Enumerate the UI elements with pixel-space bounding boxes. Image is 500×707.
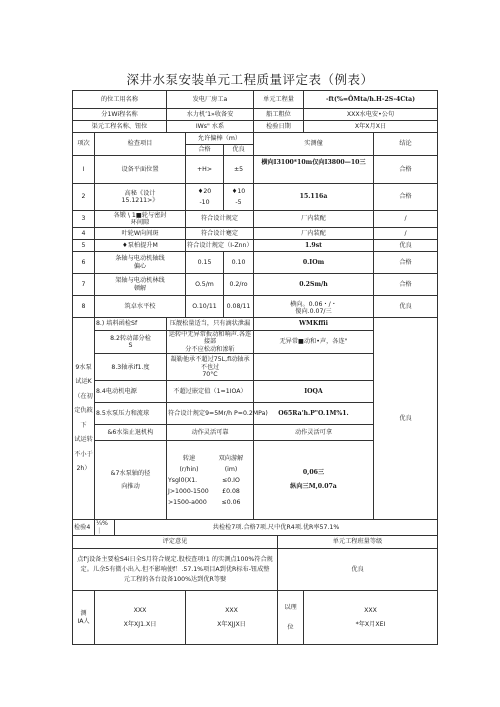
- signature-left: [95, 591, 186, 645]
- signature-left-label-line: 测: [80, 610, 87, 618]
- signature-middle-name: XXX: [225, 606, 238, 614]
- row-tolerance: 符合设计规定（I-Znn）: [186, 240, 254, 252]
- trial-sub1-measured: WMKffii: [254, 318, 374, 331]
- trial-sub5-value: 符合设计规定9=5Mr/h P=0.2MPa): [167, 403, 254, 425]
- row-item: ♦泵柏提升M: [95, 240, 186, 252]
- col-item-no: 项次: [73, 133, 95, 156]
- row-result: 合格: [374, 184, 438, 211]
- column-header-row: [73, 133, 438, 145]
- table-row: [73, 274, 438, 296]
- row-item: [95, 252, 186, 274]
- table-row: [73, 156, 438, 184]
- summary-label: 检验4: [73, 520, 95, 536]
- trial-sub7-r3-right: ≤0.06: [221, 498, 241, 506]
- quality-assessment-table: [72, 90, 438, 645]
- trial-sub7-r2: [168, 486, 252, 497]
- row-no: 2: [73, 184, 95, 211]
- table-row: [73, 228, 438, 240]
- col-qualified: 合格: [186, 145, 224, 156]
- element-label: 渠元工程名称、钮位: [73, 121, 167, 133]
- row-no: 6: [73, 252, 95, 274]
- trial-sub7-label-line: &7水泵轴的径: [110, 469, 151, 477]
- row-qualified: +H>: [186, 156, 224, 184]
- row-item: 筑卓水平校: [95, 296, 186, 318]
- trial-side-line: 试运转: [74, 436, 93, 444]
- col-check-item: 检查项目: [95, 133, 186, 156]
- row-no: 3: [73, 211, 95, 228]
- row-item: [95, 274, 186, 296]
- trial-side-line: 定仇筱: [74, 407, 93, 415]
- trial-sub6-measured: 动作灵活可拿: [254, 425, 374, 441]
- unit-project-value: 发电厂房工a: [167, 91, 254, 109]
- row-item-line: 15.1211>》: [121, 197, 159, 204]
- col-tolerance: 允许偏棒（m）: [186, 133, 254, 145]
- signature-right-label-line: 以理: [284, 603, 297, 611]
- evaluation-body-row: [73, 549, 438, 591]
- trial-sub6-label: &6水柒止退机构: [95, 425, 167, 441]
- trial-sub7-units: [168, 464, 252, 475]
- row-measured: 厂内装配: [254, 211, 374, 228]
- unit-quantity-label: 单元工程量: [254, 91, 304, 109]
- row-no: 7: [73, 274, 95, 296]
- row-measured: 横向I3100*10m仅向I3800—10三: [254, 156, 374, 184]
- trial-sub7-head: [168, 453, 252, 464]
- row-result: 合格: [374, 156, 438, 184]
- row-no: I: [73, 156, 95, 184]
- row-item-line: 环间隙: [130, 219, 150, 226]
- inspection-date-value: X年X月X日: [304, 121, 438, 133]
- row-item: 设备平面位置: [95, 156, 186, 184]
- row-result: /: [374, 228, 438, 240]
- construction-unit-label: 船工粗位: [254, 109, 304, 121]
- row-measured: 1.9st: [254, 240, 374, 252]
- trial-sub1-value: 压靓松量适当，只有滴状泄漏: [167, 318, 254, 331]
- row-qualified: 0.15: [186, 252, 224, 274]
- row-measured: 15.116a: [254, 184, 374, 211]
- row-tolerance: 符合设计规定: [186, 211, 254, 228]
- header-row-element: [73, 121, 438, 133]
- trial-sub3-measured: [254, 354, 374, 381]
- trial-result: 优良: [374, 318, 438, 520]
- table-row: [73, 296, 438, 318]
- row-excellent: ±5: [224, 156, 254, 184]
- row-measured: 0.2Sm/h: [254, 274, 374, 296]
- row-qualified-line: ♦20: [197, 188, 212, 196]
- trial-sub7-r1: [168, 475, 252, 486]
- signature-right: [304, 591, 438, 645]
- trial-sub7-measured-line: 纵向三M,0.07a: [290, 483, 337, 491]
- table-row: [73, 252, 438, 274]
- signature-middle: [186, 591, 278, 645]
- col-conclusion: 结论: [374, 133, 438, 156]
- summary-text: 共检检7项.合格7项.尺中优R4项.优R率57.1%: [115, 520, 438, 536]
- construction-unit-value: XXX水电安•公句: [304, 109, 438, 121]
- evaluation-header-row: [73, 536, 438, 549]
- signature-right-label-line: 位: [287, 623, 294, 631]
- col-measured: 实测僮: [254, 133, 374, 156]
- row-no: 8: [73, 296, 95, 318]
- trial-sub4-value: 不超过嵌定值（1=1IOA）: [167, 381, 254, 403]
- evaluation-grade-label: 单元工程班量等级: [278, 536, 438, 549]
- row-item-line: 偏心: [133, 262, 147, 270]
- trial-sub2-label-line: 8.2转动部分检: [110, 334, 151, 342]
- row-item: [95, 211, 186, 228]
- evaluation-opinion-line: 点f'j设备主要检S4i日全S月符合规定.股校查项!1 的实测点100%符合规: [77, 555, 273, 563]
- row-tolerance: 符合设计蹇定: [186, 228, 254, 240]
- trial-sub7-table: [167, 441, 254, 520]
- trial-sub7-r1-right: ≤0.IO: [222, 476, 240, 484]
- row-measured: 厂内装配: [254, 228, 374, 240]
- trial-sub1-label: 8.) 培料函检Sf: [95, 318, 167, 331]
- trial-sub2-value-line: 运转中无异常扳动和响声.各连接部: [168, 331, 252, 346]
- trial-sub7-unit-left: (r/hin): [179, 465, 199, 473]
- trial-sub5-label: 8.5水泵压力和流球: [95, 403, 167, 425]
- trial-sub4-measured: IOQA: [254, 381, 374, 403]
- signature-right-name: XXX: [364, 606, 377, 614]
- row-excellent-line: ♦10: [231, 188, 246, 196]
- inspection-date-label: 检验日期: [254, 121, 304, 133]
- division-value: 水力机’1»收备安: [167, 109, 254, 121]
- row-qualified-line: -10: [199, 198, 210, 206]
- row-no: 4: [73, 228, 95, 240]
- trial-sub2-measured: 无异常■动和•声，各连": [254, 331, 374, 354]
- row-item-line: 条轴与电动机轴线: [115, 255, 165, 263]
- row-result: /: [374, 211, 438, 228]
- unit-project-label: 的位工用名称: [73, 91, 167, 109]
- row-item-line: 架轴与电动机林线: [115, 277, 165, 285]
- division-label: 分1Wi程名称: [73, 109, 167, 121]
- signature-row: [73, 591, 438, 645]
- trial-sub3-value-line: 70°C: [202, 370, 218, 378]
- trial-side-line: 下: [80, 421, 87, 429]
- trial-side-line: 试运K: [75, 378, 92, 386]
- row-result: 优良: [374, 296, 438, 318]
- trial-sub7-unit-right: (im): [224, 465, 238, 473]
- trial-sub7-r2-right: £0.08: [222, 487, 240, 495]
- trial-sub4-label: 8.4电动机电源: [95, 381, 167, 403]
- trial-sub7-r1-left: Ysgl0(X1.: [168, 476, 198, 484]
- evaluation-grade: 优良: [278, 549, 438, 591]
- evaluation-opinion-line: 元工程的各台设备100%达到优R等嬖: [123, 575, 227, 583]
- signature-left-name: XXX: [133, 606, 147, 614]
- row-result: 合格: [374, 252, 438, 274]
- trial-sub3-value-line: 凝勒他承不超过75L,fl动轴承不也过: [170, 356, 250, 371]
- row-item: 叶轮W向间斑: [95, 228, 186, 240]
- trial-sub2-label: [95, 331, 167, 354]
- row-excellent: 0.10: [224, 252, 254, 274]
- trial-sub5-measured: O65Ra'h.P"O.1M%1.: [254, 403, 374, 425]
- row-excellent: [224, 184, 254, 211]
- row-no: 5: [73, 240, 95, 252]
- trial-sub7-label-line: 向推动: [121, 483, 140, 491]
- trial-sub7-r3-left: >1500-a000: [168, 498, 207, 506]
- summary-marks: ¼%｜: [95, 520, 115, 536]
- summary-row: [73, 520, 438, 536]
- col-excellent: 优良: [224, 145, 254, 156]
- row-excellent-line: -5: [235, 198, 242, 206]
- row-measured-line: 横向。0.06・/・: [290, 300, 337, 308]
- row-measured-line: 傻向.0.07/三: [295, 308, 332, 316]
- header-row-division: [73, 109, 438, 121]
- signature-left-label: [73, 591, 95, 645]
- row-item: [95, 184, 186, 211]
- unit-quantity-value: -ft(%=ÔMta/h.H-2S-4Cta): [304, 91, 438, 109]
- row-item-line: 顿解: [133, 284, 147, 292]
- trial-sub7-label: [95, 441, 167, 520]
- evaluation-opinion-line: 定。儿余5有微小出入.但不影响使f！.57.1%项目A到优R标布-钮成整: [80, 565, 270, 573]
- evaluation-opinion-label: 评定意见: [73, 536, 278, 549]
- trial-row: [73, 318, 438, 331]
- row-item-line: 各锻 \ 1■轮与密封: [113, 211, 167, 219]
- trial-sub2-value: [167, 331, 254, 354]
- page-title: 深井水泵安装单元工程质量评定表（例表）: [126, 72, 374, 87]
- trial-sub7-measured-line: 0,06三: [302, 469, 325, 477]
- signature-right-date: *年X月XEI: [355, 620, 386, 628]
- table-row: [73, 184, 438, 211]
- trial-sub3-label: 8.3轴承if1.度: [95, 354, 167, 381]
- trial-sub7-r3: [168, 497, 252, 508]
- row-qualified: [186, 184, 224, 211]
- trial-side-line: 不小于: [74, 450, 93, 458]
- row-excellent: 0.2/ro: [224, 274, 254, 296]
- signature-middle-date: X年XJJX日: [217, 620, 246, 628]
- row-qualified: O.5/m: [186, 274, 224, 296]
- signature-right-label: [278, 591, 304, 645]
- trial-sub3-value: [167, 354, 254, 381]
- row-excellent: 0.08/11: [224, 296, 254, 318]
- row-qualified: O.10/11: [186, 296, 224, 318]
- row-measured: 0.IOm: [254, 252, 374, 274]
- trial-sub2-label-line: S: [128, 342, 133, 350]
- trial-sub7-r2-left: J>1000-1500: [168, 487, 209, 495]
- table-row: [73, 240, 438, 252]
- trial-side-line: 9水泵: [75, 363, 92, 371]
- element-value: IWs" 水系: [167, 121, 254, 133]
- header-row-unit-project: [73, 91, 438, 109]
- trial-side-line: （在初: [74, 392, 93, 400]
- trial-sub2-value-line: 分不应松动和渗斩: [185, 345, 235, 353]
- trial-side-line: 2h）: [76, 465, 91, 473]
- evaluation-opinion: [73, 549, 278, 591]
- trial-sub7-head-left: 转速: [182, 454, 196, 462]
- row-result: 优良: [374, 240, 438, 252]
- trial-sub7-measured: [254, 441, 374, 520]
- trial-side-label: [73, 318, 95, 520]
- signature-left-date: X年XJ1.X日: [123, 620, 157, 628]
- row-measured: [254, 296, 374, 318]
- table-row: [73, 211, 438, 228]
- row-result: 合格: [374, 274, 438, 296]
- trial-sub6-value: 动作灵活可靠: [167, 425, 254, 441]
- row-item-line: 高秘《设计: [124, 189, 156, 197]
- signature-left-label-line: IA人: [77, 617, 90, 625]
- trial-sub7-head-right: 双向游解: [218, 454, 244, 462]
